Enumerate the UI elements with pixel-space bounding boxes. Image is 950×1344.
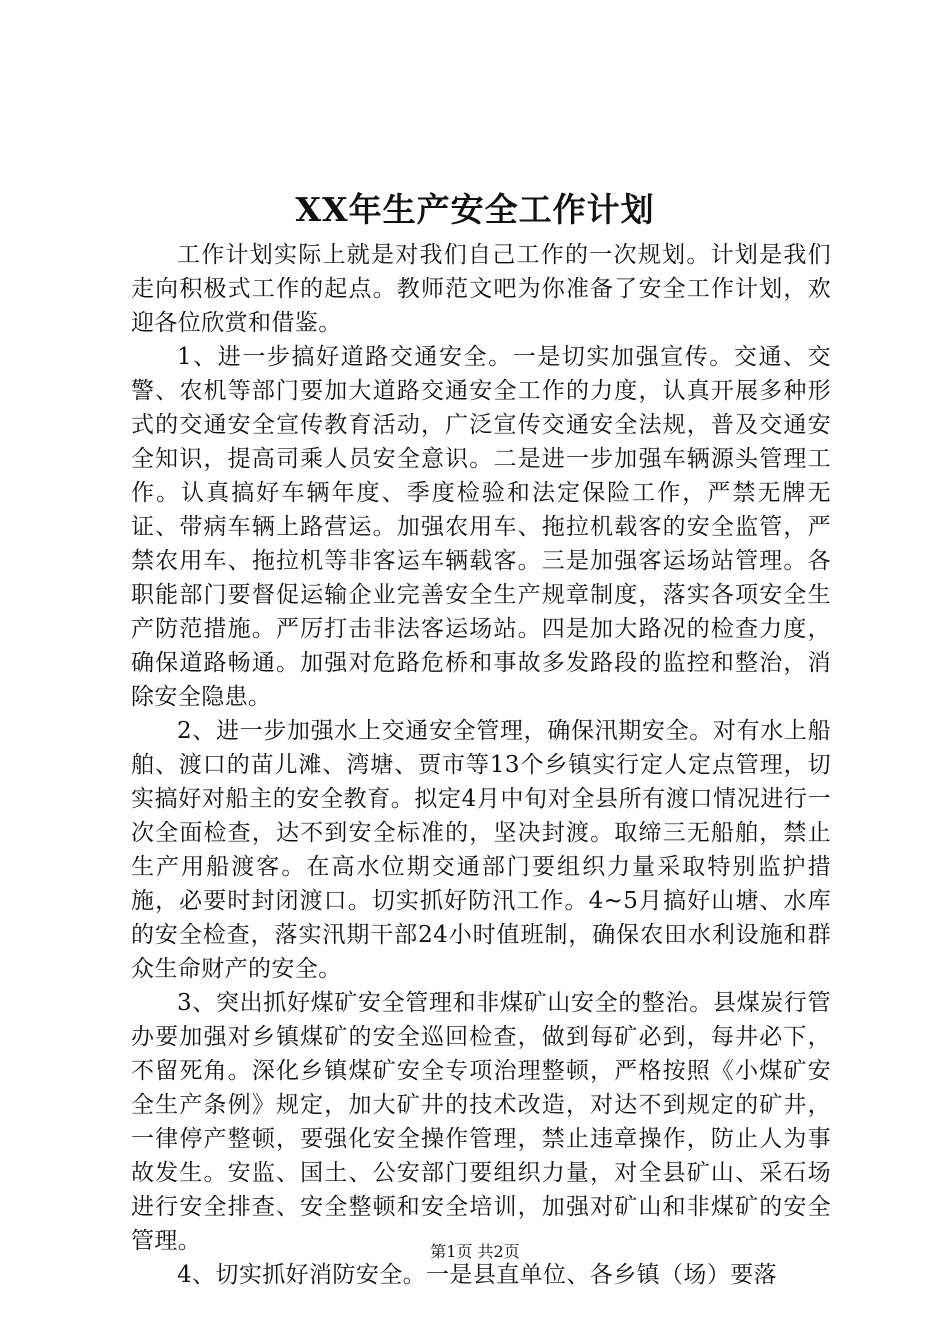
intro-paragraph: 工作计划实际上就是对我们自己工作的一次规划。计划是我们走向积极式工作的起点。教师范文吧为你准备了安全工作计划，欢迎各位欣赏和借鉴。	[131, 242, 831, 336]
water-safety-paragraph: 2、进一步加强水上交通安全管理，确保汛期安全。对有水上船舶、渡口的苗儿滩、湾塘、贾市等13个乡镇实行定人定点管理，切实搞好对船主的安全教育。拟定4月中旬对全县所有渡口情况进行一次全面检查，达不到安全标准的，坚决封渡。取缔三无船舶，禁止生产用船渡客。在高水位期交通部门要组织力量采取特别监护措施，必要时封闭渡口。切实抓好防汛工作。4~5月搞好山塘、水库的安全检查，落实汛期干部24小时值班制，确保农田水利设施和群众生命财产的安全。	[131, 718, 831, 982]
mine-safety-paragraph: 3、突出抓好煤矿安全管理和非煤矿山安全的整治。县煤炭行管办要加强对乡镇煤矿的安全巡回检查，做到每矿必到，每井必下，不留死角。深化乡镇煤矿安全专项治理整顿，严格按照《小煤矿安全生产条例》规定，加大矿井的技术改造，对达不到规定的矿井，一律停产整顿，要强化安全操作管理，禁止违章操作，防止人为事故发生。安监、国土、公安部门要组织力量，对全县矿山、采石场进行安全排查、安全整顿和安全培训，加强对矿山和非煤矿的安全管理。	[131, 990, 831, 1254]
document-title: XX年生产安全工作计划	[295, 190, 655, 229]
fire-safety-paragraph: 4、切实抓好消防安全。一是县直单位、各乡镇（场）要落	[177, 1262, 778, 1288]
document-body	[131, 238, 831, 1292]
road-safety-paragraph: 1、进一步搞好道路交通安全。一是切实加强宣传。交通、交警、农机等部门要加大道路交通安全工作的力度，认真开展多种形式的交通安全宣传教育活动，广泛宣传交通安全法规，普及交通安全知识，提高司乘人员安全意识。二是进一步加强车辆源头管理工作。认真搞好车辆年度、季度检验和法定保险工作，严禁无牌无证、带病车辆上路营运。加强农用车、拖拉机载客的安全监管，严禁农用车、拖拉机等非客运车辆载客。三是加强客运场站管理。各职能部门要督促运输企业完善安全生产规章制度，落实各项安全生产防范措施。严厉打击非法客运场站。四是加大路况的检查力度，确保道路畅通。加强对危路危桥和事故多发路段的监控和整治，消除安全隐患。	[131, 344, 831, 710]
page-number-footer: 第1页 共2页	[430, 1242, 520, 1261]
